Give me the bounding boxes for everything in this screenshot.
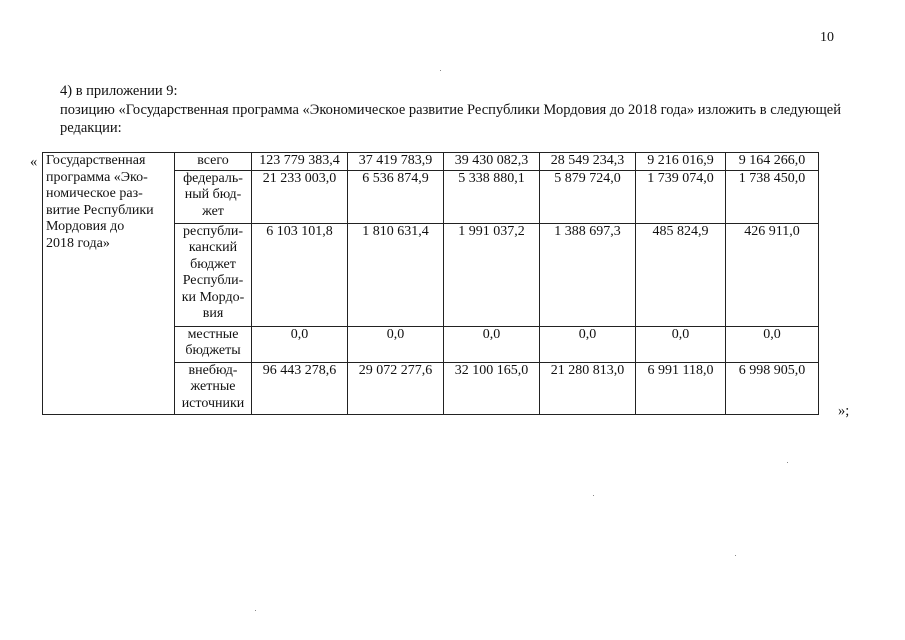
amount-cell: 9 216 016,9 [636,153,726,171]
amount-cell: 0,0 [444,326,540,362]
amount-cell: 0,0 [726,326,819,362]
funding-source-line: канский [188,240,238,255]
opening-quote: « [30,154,38,170]
funding-source-cell [175,223,252,326]
program-name-line: витие Республики [46,202,154,218]
amount-cell: 28 549 234,3 [540,153,636,171]
amount-cell: 123 779 383,4 [252,153,348,171]
amount-cell: 5 338 880,1 [444,170,540,223]
scan-speck [735,555,736,556]
program-name-line: Государственная [46,153,146,168]
amount-cell: 1 388 697,3 [540,223,636,326]
scan-speck [593,495,594,496]
amount-cell: 1 991 037,2 [444,223,540,326]
funding-source-cell [175,153,252,171]
amount-cell: 0,0 [252,326,348,362]
funding-source-line: внебюд- [188,362,238,378]
amendment-intro [60,101,850,137]
amount-cell: 1 739 074,0 [636,170,726,223]
amount-cell: 1 810 631,4 [348,223,444,326]
program-funding-table [42,152,819,415]
amount-cell: 6 991 118,0 [636,362,726,414]
amount-cell: 6 103 101,8 [252,223,348,326]
funding-source-line: бюджет [190,256,236,272]
amount-cell: 5 879 724,0 [540,170,636,223]
funding-source-line: ный бюд- [184,187,242,202]
funding-source-line: всего [197,153,229,168]
amount-cell: 0,0 [540,326,636,362]
funding-source-line: Республи- [182,273,244,288]
funding-source-line: ки Мордо- [181,289,245,305]
scan-speck [255,610,256,611]
table-row [43,153,819,171]
funding-source-line: жет [202,203,224,219]
amount-cell: 39 430 082,3 [444,153,540,171]
funding-source-line: жетные [190,379,236,394]
amount-cell: 37 419 783,9 [348,153,444,171]
amount-cell: 21 233 003,0 [252,170,348,223]
amount-cell: 6 998 905,0 [726,362,819,414]
program-name-line: 2018 года» [46,235,110,251]
amount-cell: 426 911,0 [726,223,819,326]
program-name-line: программа «Эко- [46,169,148,185]
amendment-item: 4) в приложении 9: [60,83,178,99]
funding-source-line: республи- [183,223,243,239]
funding-source-cell [175,326,252,362]
program-name-line: номическое раз- [46,186,143,201]
amount-cell: 32 100 165,0 [444,362,540,414]
funding-source-cell [175,170,252,223]
amount-cell: 0,0 [636,326,726,362]
funding-source-line: федераль- [183,170,243,186]
program-name-cell [43,153,175,415]
amount-cell: 29 072 277,6 [348,362,444,414]
funding-source-line: бюджеты [185,343,241,358]
funding-source-line: местные [187,326,239,342]
closing-quote: »; [838,403,850,419]
intro-text: позицию «Государственная программа «Экономическое развитие Республики Мордовия до 2018 года» изложить в следующей редакции: [60,102,841,136]
scan-speck [787,462,788,463]
page-number: 10 [820,30,834,45]
amount-cell: 9 164 266,0 [726,153,819,171]
program-name-line: Мордовия до [46,219,125,234]
funding-source-line: вия [202,306,224,321]
amount-cell: 1 738 450,0 [726,170,819,223]
amount-cell: 6 536 874,9 [348,170,444,223]
scan-speck [440,70,441,71]
amount-cell: 21 280 813,0 [540,362,636,414]
amount-cell: 0,0 [348,326,444,362]
amount-cell: 96 443 278,6 [252,362,348,414]
funding-source-line: источники [181,395,245,411]
funding-source-cell [175,362,252,414]
amount-cell: 485 824,9 [636,223,726,326]
